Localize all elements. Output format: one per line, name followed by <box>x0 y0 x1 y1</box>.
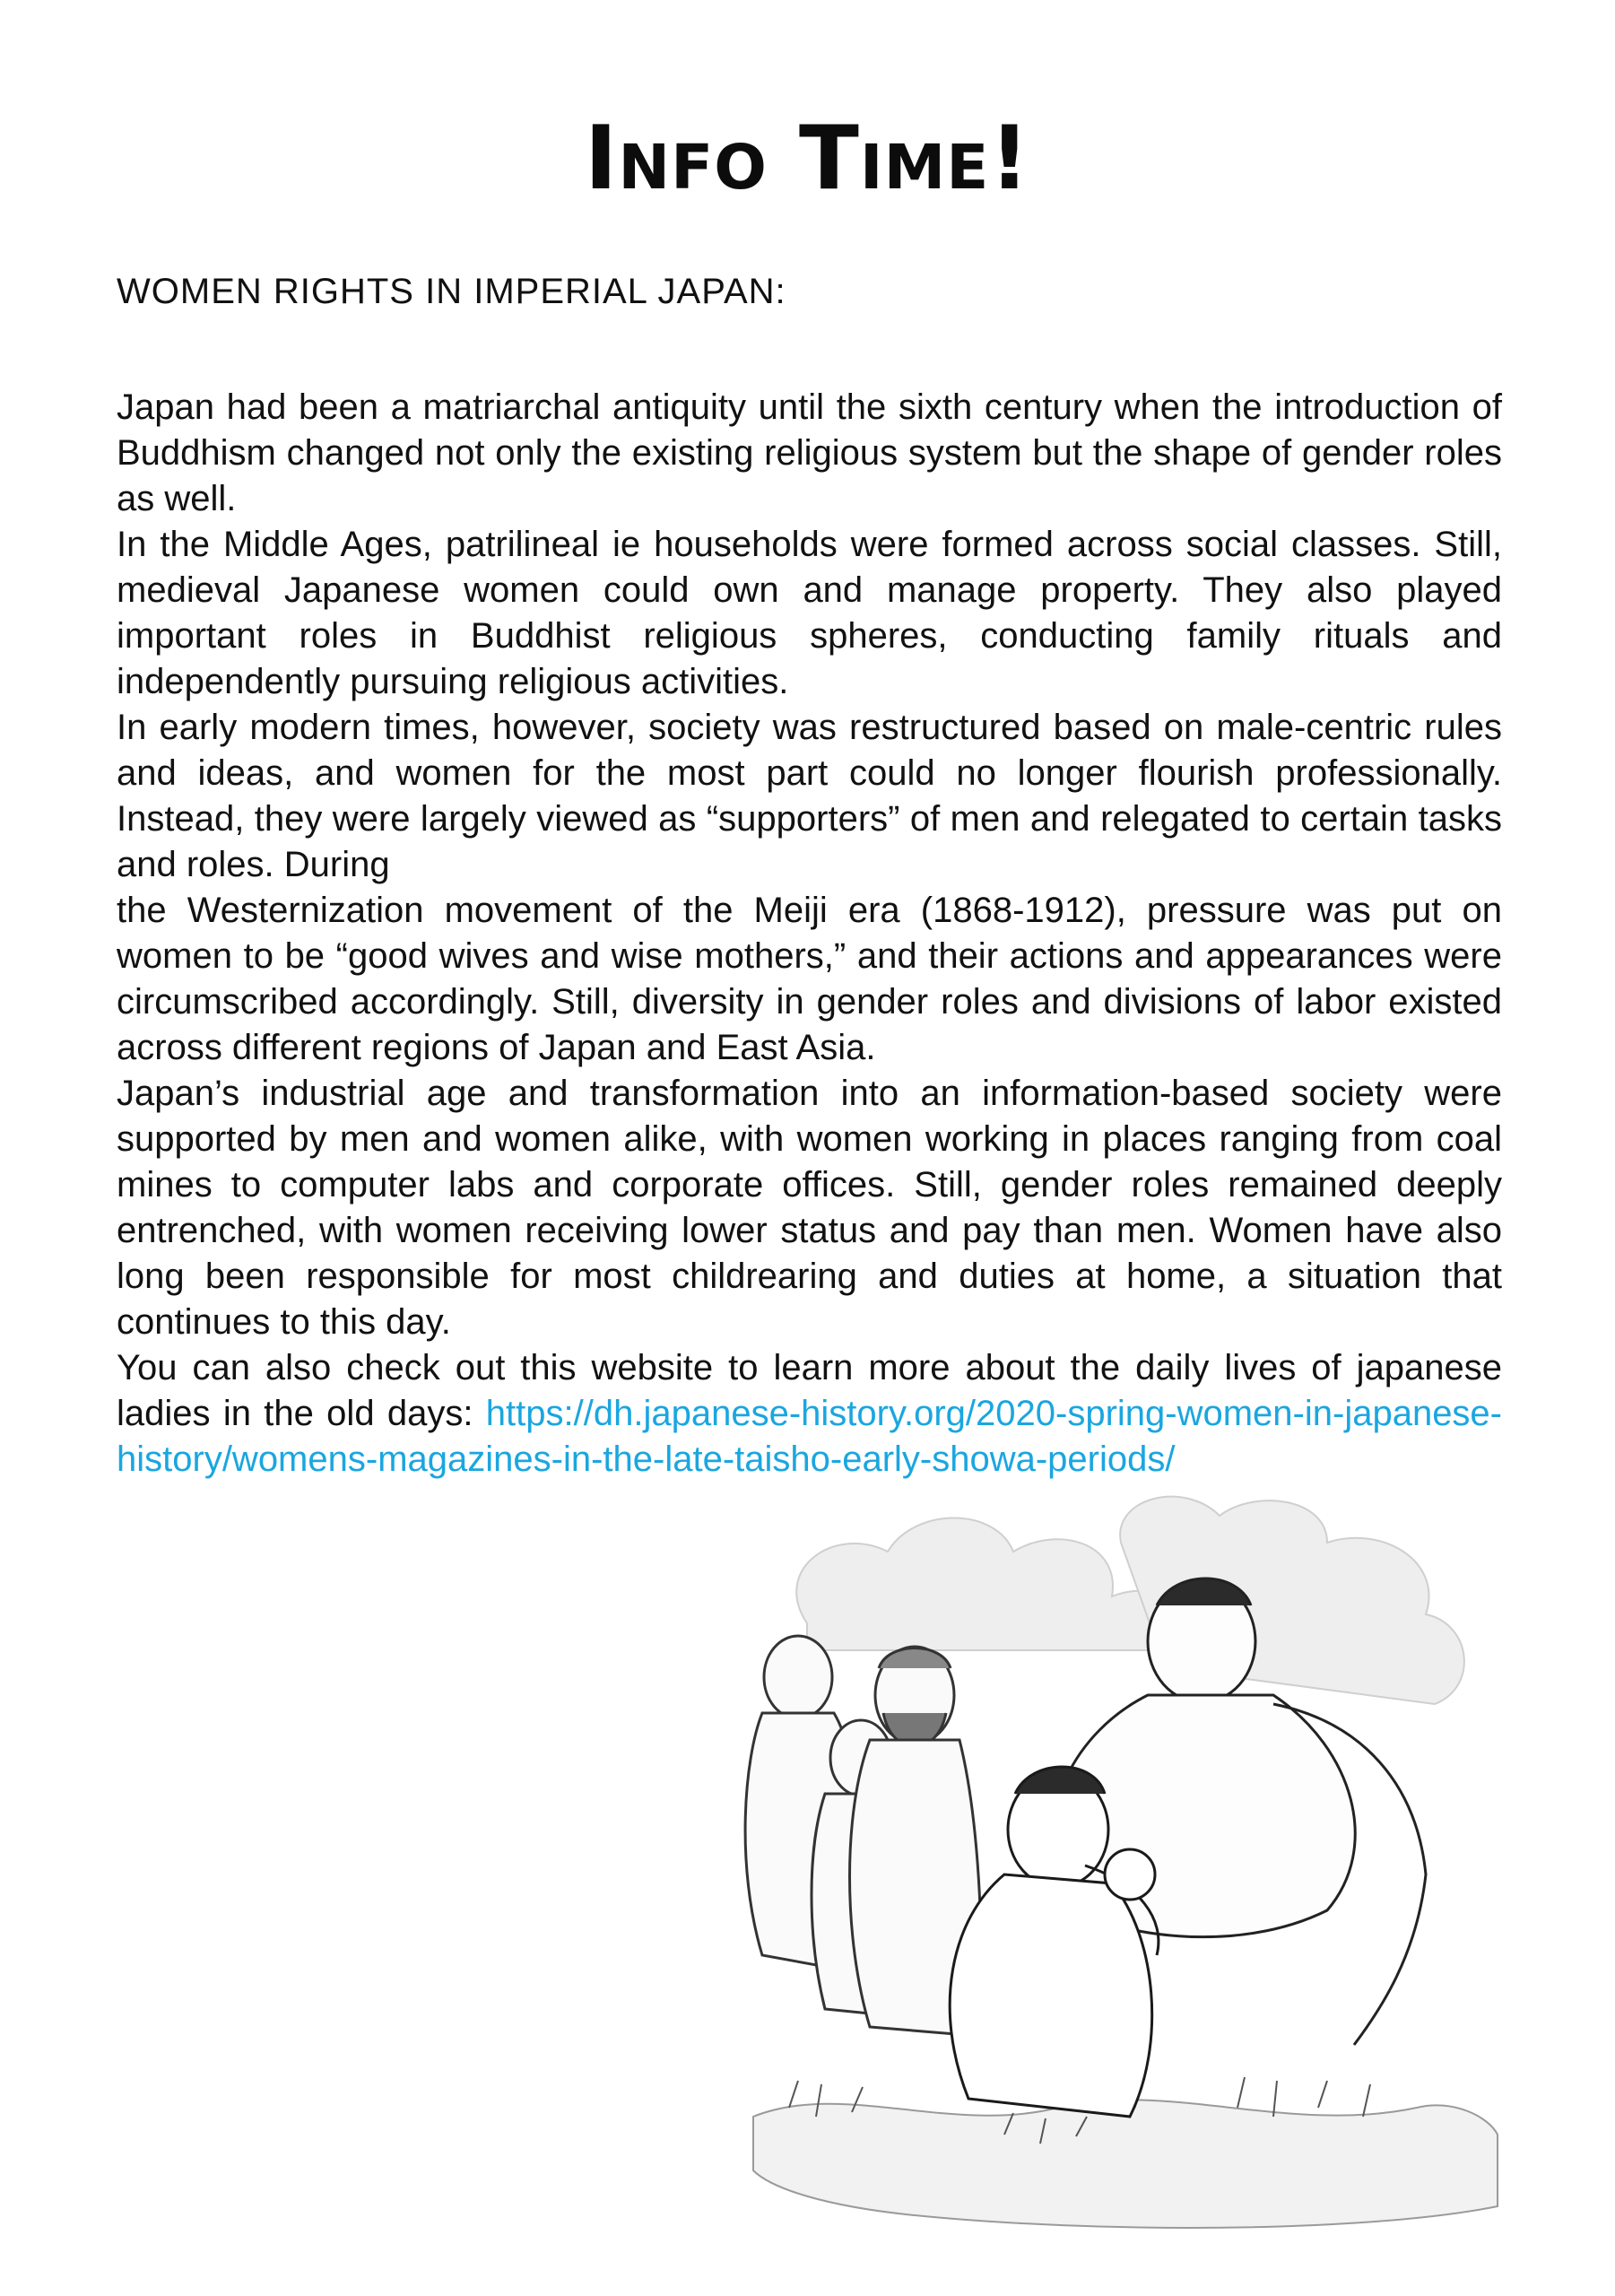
article-body <box>117 269 1502 1483</box>
paragraph-middle-ages: In the Middle Ages, patrilineal ie households were formed across social classes. Still, medieval Japanese women could own and manage property. They also played important roles in Buddhist religious spheres, conducting family rituals and independently pursuing religious activities. <box>117 525 1502 701</box>
paragraph-antiquity: Japan had been a matriarchal antiquity until the sixth century when the introduction of Buddhism changed not only the existing religious system but the shape of gender roles as well. <box>117 387 1502 518</box>
paragraph-industrial-age: Japan’s industrial age and transformation into an information-based society were supported by men and women alike, with women working in places ranging from coal mines to computer labs and corporate offices. Still, gender roles remained deeply entrenched, with women receiving lower status and pay than men. Women have also long been responsible for most childrearing and duties at home, a situation that continues to this day. <box>117 1074 1502 1342</box>
history-website-link[interactable]: https://dh.japanese-history.org/2020-spring-women-in-japanese-history/womens-magazines-in-the-late-taisho-early-showa-periods/ <box>117 1394 1502 1479</box>
manga-illustration <box>735 1489 1506 2242</box>
water-surface <box>753 2100 1498 2228</box>
closing-text: You can also check out this website to learn more about the daily lives of japanese ladies in the old days: <box>117 1348 1502 1433</box>
background-figures <box>745 1636 981 2036</box>
page-title: Info Time! <box>584 108 1031 210</box>
section-heading: WOMEN RIGHTS IN IMPERIAL JAPAN: <box>117 272 786 311</box>
paragraph-meiji-era: the Westernization movement of the Meiji era (1868-1912), pressure was put on women to be “good wives and wise mothers,” and their actions and appearances were circumscribed accordingly. Still, diversity in gender roles and divisions of labor existed across different regions of Japan and East Asia. <box>117 891 1502 1067</box>
paragraph-closing <box>117 1345 1502 1483</box>
paragraph-early-modern: In early modern times, however, society was restructured based on male-centric rules and ideas, and women for the most part could no longer flourish professionally. Instead, they were largely viewed as “supporters” of men and relegated to certain tasks and roles. During <box>117 708 1502 884</box>
